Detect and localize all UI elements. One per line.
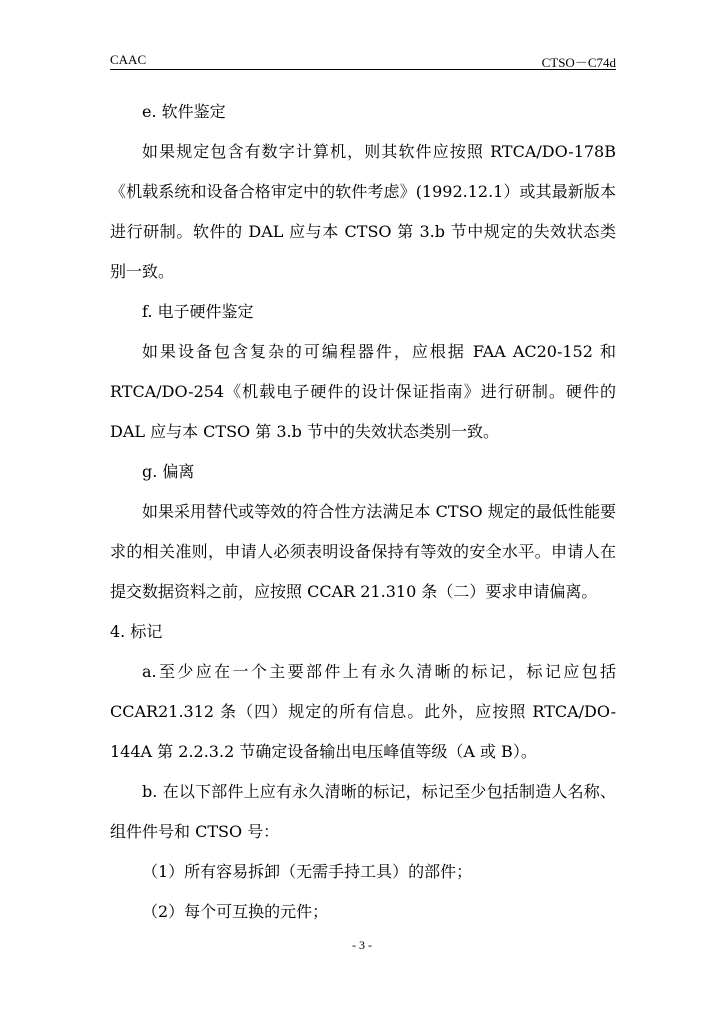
page-header <box>110 50 616 70</box>
section-4b-paragraph: b. 在以下部件上应有永久清晰的标记，标记至少包括制造人名称、组件件号和 CTSO 号： <box>110 782 616 841</box>
document-body <box>110 92 616 932</box>
header-rule <box>110 69 616 70</box>
section-4-heading: 4. 标记 <box>110 622 163 641</box>
page-number: - 3 - <box>352 938 372 952</box>
section-e-heading: e. 软件鉴定 <box>142 102 226 121</box>
list-item-2: （2）每个可互换的元件； <box>142 902 329 921</box>
section-e-paragraph: 如果规定包含有数字计算机，则其软件应按照 RTCA/DO-178B《机载系统和设备合格审定中的软件考虑》(1992.12.1）或其最新版本进行研制。软件的 DAL 应与本 CTSO 第 3.b 节中规定的失效状态类别一致。 <box>110 142 616 281</box>
section-4a-paragraph: a.至少应在一个主要部件上有永久清晰的标记，标记应包括 CCAR21.312 条（四）规定的所有信息。此外，应按照 RTCA/DO-144A 第 2.2.3.2 节确定设备输出电压峰值等级（A 或 B）。 <box>110 662 616 761</box>
header-org: CAAC <box>110 52 147 67</box>
list-item-1: （1）所有容易拆卸（无需手持工具）的部件； <box>142 862 473 881</box>
section-g-paragraph: 如果采用替代或等效的符合性方法满足本 CTSO 规定的最低性能要求的相关准则，申请人必须表明设备保持有等效的安全水平。申请人在提交数据资料之前，应按照 CCAR 21.310 条（二）要求申请偏离。 <box>110 502 616 601</box>
header-doc-id: CTSO－C74d <box>541 55 616 70</box>
section-g-heading: g. 偏离 <box>142 462 195 481</box>
section-f-heading: f. 电子硬件鉴定 <box>142 302 254 321</box>
section-f-paragraph: 如果设备包含复杂的可编程器件，应根据 FAA AC20-152 和 RTCA/DO-254《机载电子硬件的设计保证指南》进行研制。硬件的 DAL 应与本 CTSO 第 3.b 节中的失效状态类别一致。 <box>110 342 616 441</box>
